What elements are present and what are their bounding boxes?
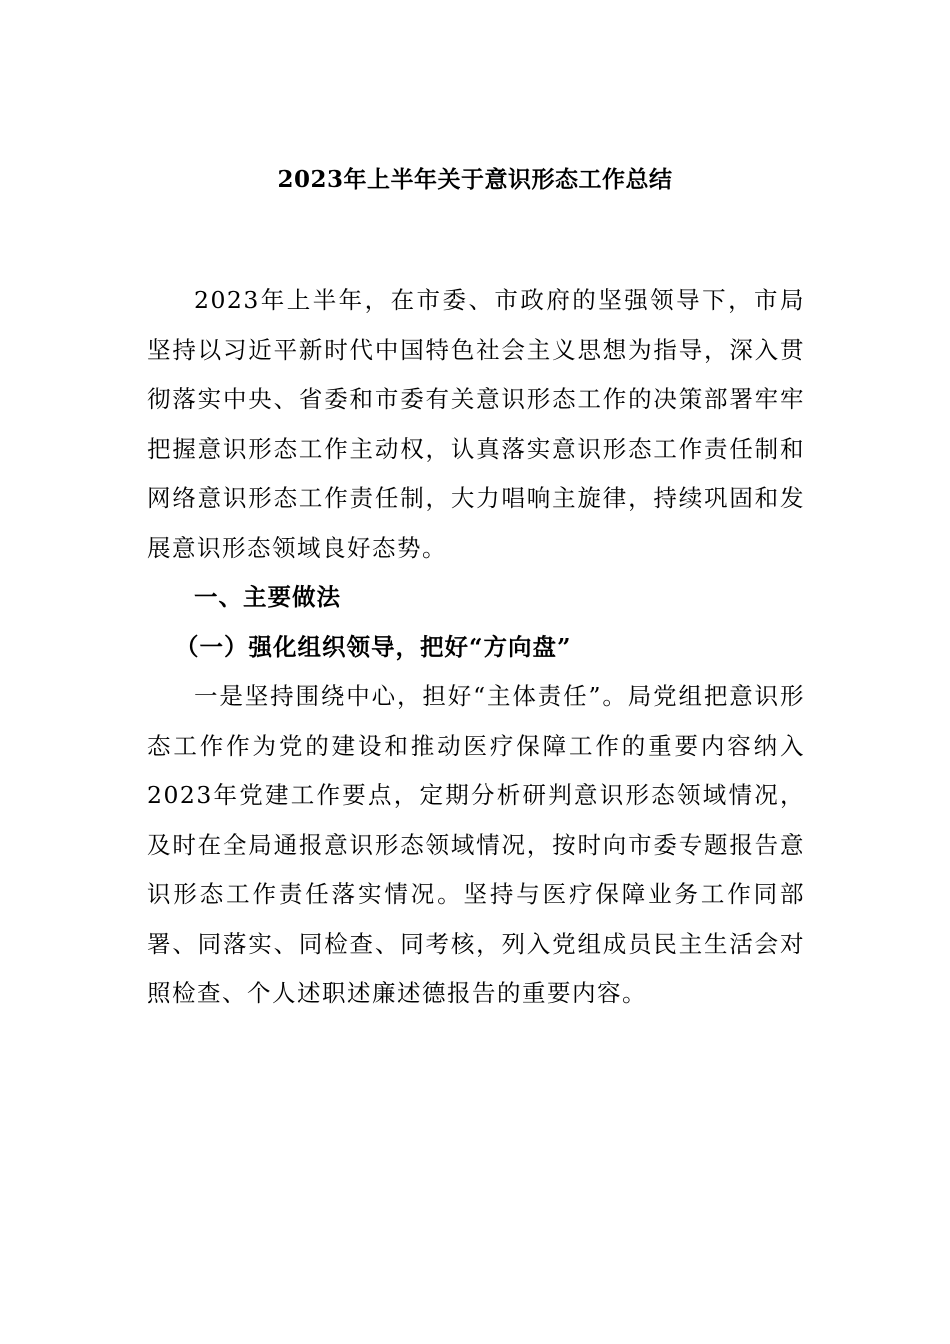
document-title: 2023年上半年关于意识形态工作总结 <box>277 166 673 193</box>
subsection-paragraph: 一是坚持围绕中心，担好“主体责任”。局党组把意识形态工作作为党的建设和推动医疗保障工作的重要内容纳入2023年党建工作要点，定期分析研判意识形态领域情况，及时在全局通报意识形态领域情况，按时向市委专题报告意识形态工作责任落实情况。坚持与医疗保障业务工作同部署、同落实、同检查、同考核，列入党组成员民主生活会对照检查、个人述职述廉述德报告的重要内容。 <box>147 682 805 1007</box>
intro-paragraph: 2023年上半年，在市委、市政府的坚强领导下，市局坚持以习近平新时代中国特色社会主义思想为指导，深入贯彻落实中央、省委和市委有关意识形态工作的决策部署牢牢把握意识形态工作主动权，认真落实意识形态工作责任制和网络意识形态工作责任制，大力唱响主旋律，持续巩固和发展意识形态领域良好态势。 <box>147 286 805 562</box>
document-body <box>147 276 805 1019</box>
section-heading: 一、主要做法 <box>194 583 341 611</box>
subsection-heading: （一）强化组织领导，把好“方向盘” <box>175 632 572 661</box>
